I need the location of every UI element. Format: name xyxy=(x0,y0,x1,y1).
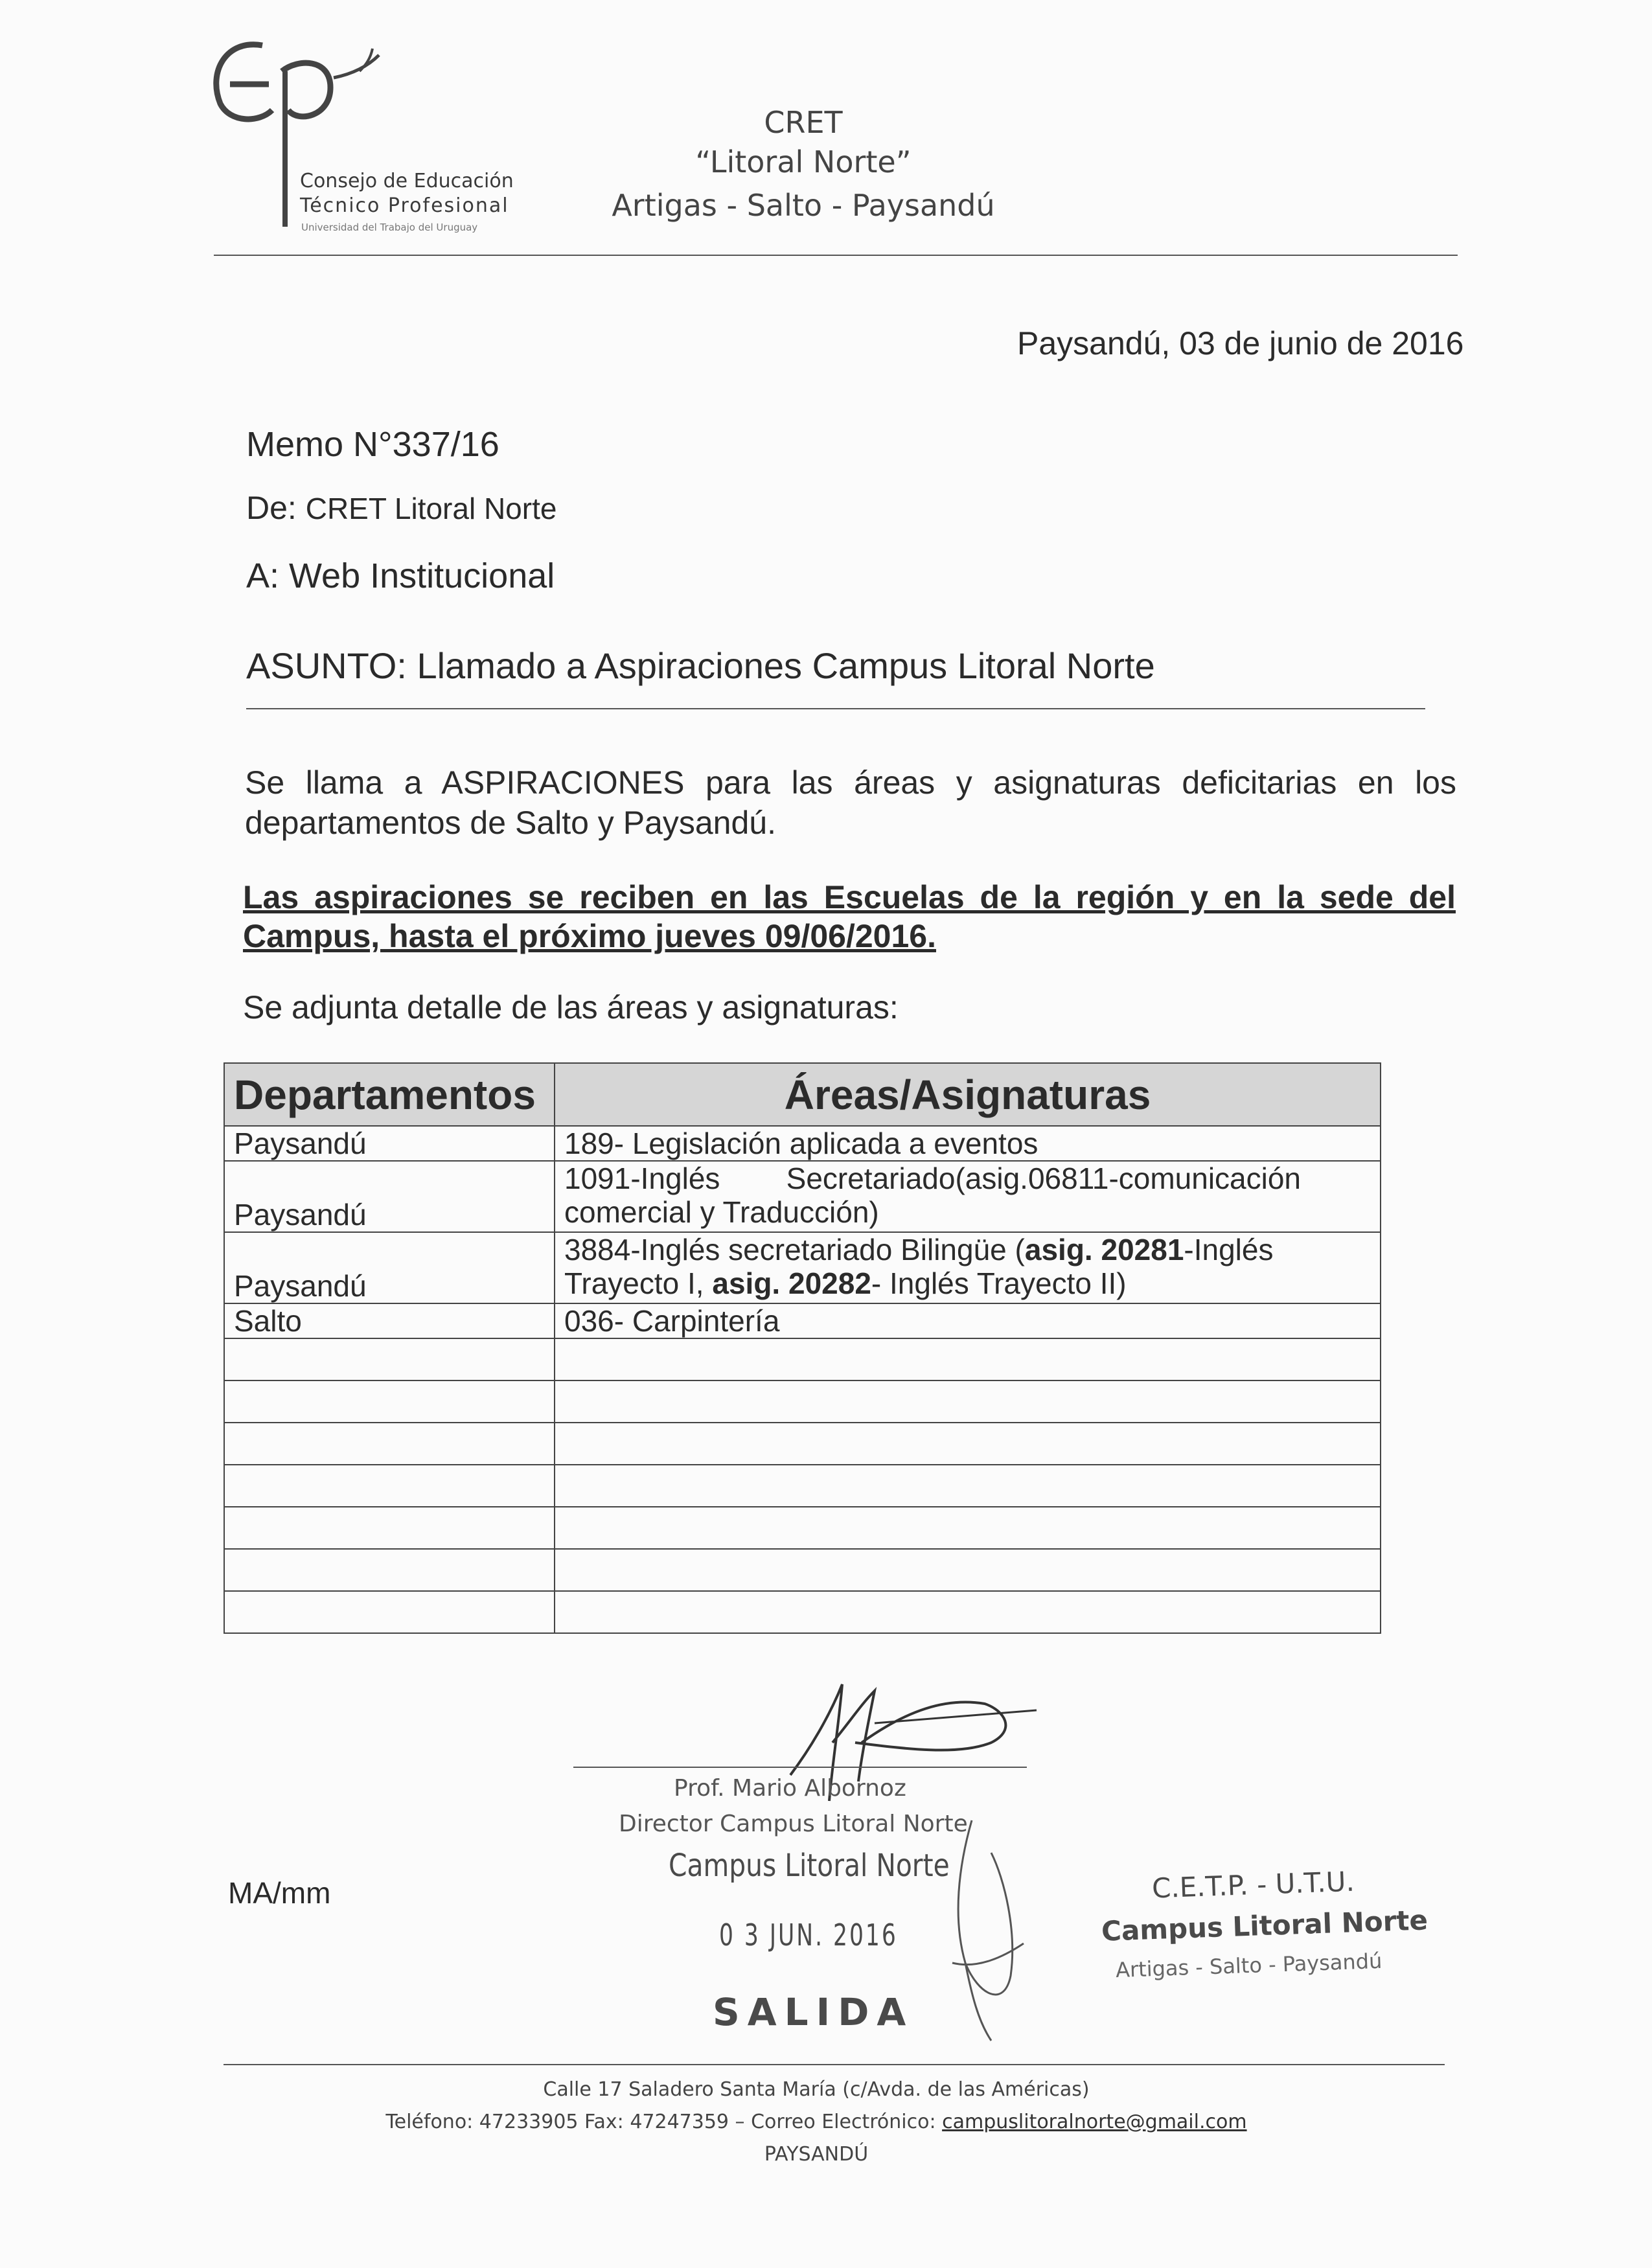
cell-area-code: asig. 20281 xyxy=(1024,1233,1184,1266)
memo-from-value: CRET Litoral Norte xyxy=(305,492,557,525)
cell-dept: Salto xyxy=(224,1303,555,1338)
paragraph-deadline-line2: Campus, hasta el próximo jueves 09/06/2016. xyxy=(243,918,936,954)
paragraph-attached: Se adjunta detalle de las áreas y asignaturas: xyxy=(243,989,899,1025)
letterhead-region: “Litoral Norte” xyxy=(695,144,912,179)
memo-subject-value: Llamado a Aspiraciones Campus Litoral Norte xyxy=(417,645,1155,686)
letterhead-org: CRET xyxy=(764,105,843,140)
logo-text-university: Universidad del Trabajo del Uruguay xyxy=(301,222,478,233)
letterhead-divider xyxy=(214,255,1458,256)
memo-subject xyxy=(246,645,1155,687)
paragraph-intro-line2: departamentos de Salto y Paysandú. xyxy=(245,805,776,841)
memo-to-label: A: xyxy=(246,556,280,595)
table-row xyxy=(224,1303,1381,1338)
footer-contact xyxy=(298,2111,1335,2133)
table-row-empty xyxy=(224,1380,1381,1423)
signer-title: Director Campus Litoral Norte xyxy=(619,1811,968,1837)
footer-city: PAYSANDÚ xyxy=(764,2143,869,2166)
initial-scribble xyxy=(926,1814,1043,2047)
stamp-date: 0 3 JUN. 2016 xyxy=(719,1918,898,1953)
table-row-empty xyxy=(224,1507,1381,1549)
typist-initials: MA/mm xyxy=(228,1876,331,1910)
logo-text-council: Consejo de Educación xyxy=(300,170,514,192)
table-row-empty xyxy=(224,1591,1381,1633)
cell-area-line2: comercial y Traducción) xyxy=(564,1195,879,1229)
cell-area-text: Trayecto I, xyxy=(564,1266,713,1300)
cell-area-code: asig. 20282 xyxy=(712,1266,871,1300)
logo-text-technical: Técnico Profesional xyxy=(300,194,509,217)
footer-contact-text: Teléfono: 47233905 Fax: 47247359 – Correo Electrónico: xyxy=(385,2111,943,2133)
stamp-utu-line1: C.E.T.P. - U.T.U. xyxy=(1151,1865,1355,1905)
stamp-utu-line3: Artigas - Salto - Paysandú xyxy=(1115,1948,1382,1983)
cell-area-line1 xyxy=(564,1233,1371,1266)
letterhead-cities: Artigas - Salto - Paysandú xyxy=(612,188,995,223)
footer-email-link[interactable]: campuslitoralnorte@gmail.com xyxy=(942,2111,1247,2133)
memo-subject-label: ASUNTO: xyxy=(246,645,407,686)
cell-dept: Paysandú xyxy=(224,1126,555,1161)
cell-dept: Paysandú xyxy=(224,1161,555,1232)
memo-from xyxy=(246,489,556,527)
cell-area xyxy=(555,1232,1381,1303)
cell-area-line1: 1091-Inglés Secretariado(asig.06811-comunicación xyxy=(564,1162,1302,1195)
stamp-utu-line2: Campus Litoral Norte xyxy=(1101,1904,1428,1947)
signer-name: Prof. Mario Albornoz xyxy=(674,1775,906,1802)
paragraph-deadline-line1: Las aspiraciones se reciben en las Escuelas de la región y en la sede del xyxy=(243,879,1456,915)
memo-to-value: Web Institucional xyxy=(289,556,555,595)
cell-area-text: - Inglés Trayecto II) xyxy=(871,1266,1127,1300)
cell-area-text: -Inglés xyxy=(1184,1233,1274,1266)
table-row-empty xyxy=(224,1465,1381,1507)
table-row xyxy=(224,1161,1381,1232)
table-row xyxy=(224,1232,1381,1303)
cell-area-text: 3884-Inglés secretariado Bilingüe ( xyxy=(564,1233,1025,1266)
signature-line xyxy=(573,1767,1027,1768)
date-line: Paysandú, 03 de junio de 2016 xyxy=(1017,325,1464,361)
cell-dept: Paysandú xyxy=(224,1232,555,1303)
subject-divider xyxy=(246,708,1425,709)
table-row-empty xyxy=(224,1423,1381,1465)
cell-area xyxy=(555,1161,1381,1232)
cell-area: 189- Legislación aplicada a eventos xyxy=(555,1126,1381,1161)
areas-table xyxy=(224,1062,1381,1634)
header-areas: Áreas/Asignaturas xyxy=(555,1063,1381,1126)
memo-to xyxy=(246,556,555,596)
table-row xyxy=(224,1126,1381,1161)
header-departamentos: Departamentos xyxy=(224,1063,555,1126)
table-row-empty xyxy=(224,1338,1381,1380)
table-header-row xyxy=(224,1063,1381,1126)
stamp-campus: Campus Litoral Norte xyxy=(669,1848,950,1884)
cell-area: 036- Carpintería xyxy=(555,1303,1381,1338)
footer-address: Calle 17 Saladero Santa María (c/Avda. de las Américas) xyxy=(543,2078,1090,2101)
paragraph-intro-line1: Se llama a ASPIRACIONES para las áreas y asignaturas deficitarias en los xyxy=(245,764,1456,801)
stamp-salida: SALIDA xyxy=(713,1990,914,2034)
table-row-empty xyxy=(224,1549,1381,1591)
memo-from-label: De: xyxy=(246,490,297,526)
footer-divider xyxy=(224,2064,1445,2065)
cell-area-line2 xyxy=(564,1266,1371,1300)
memo-number: Memo N°337/16 xyxy=(246,425,499,464)
